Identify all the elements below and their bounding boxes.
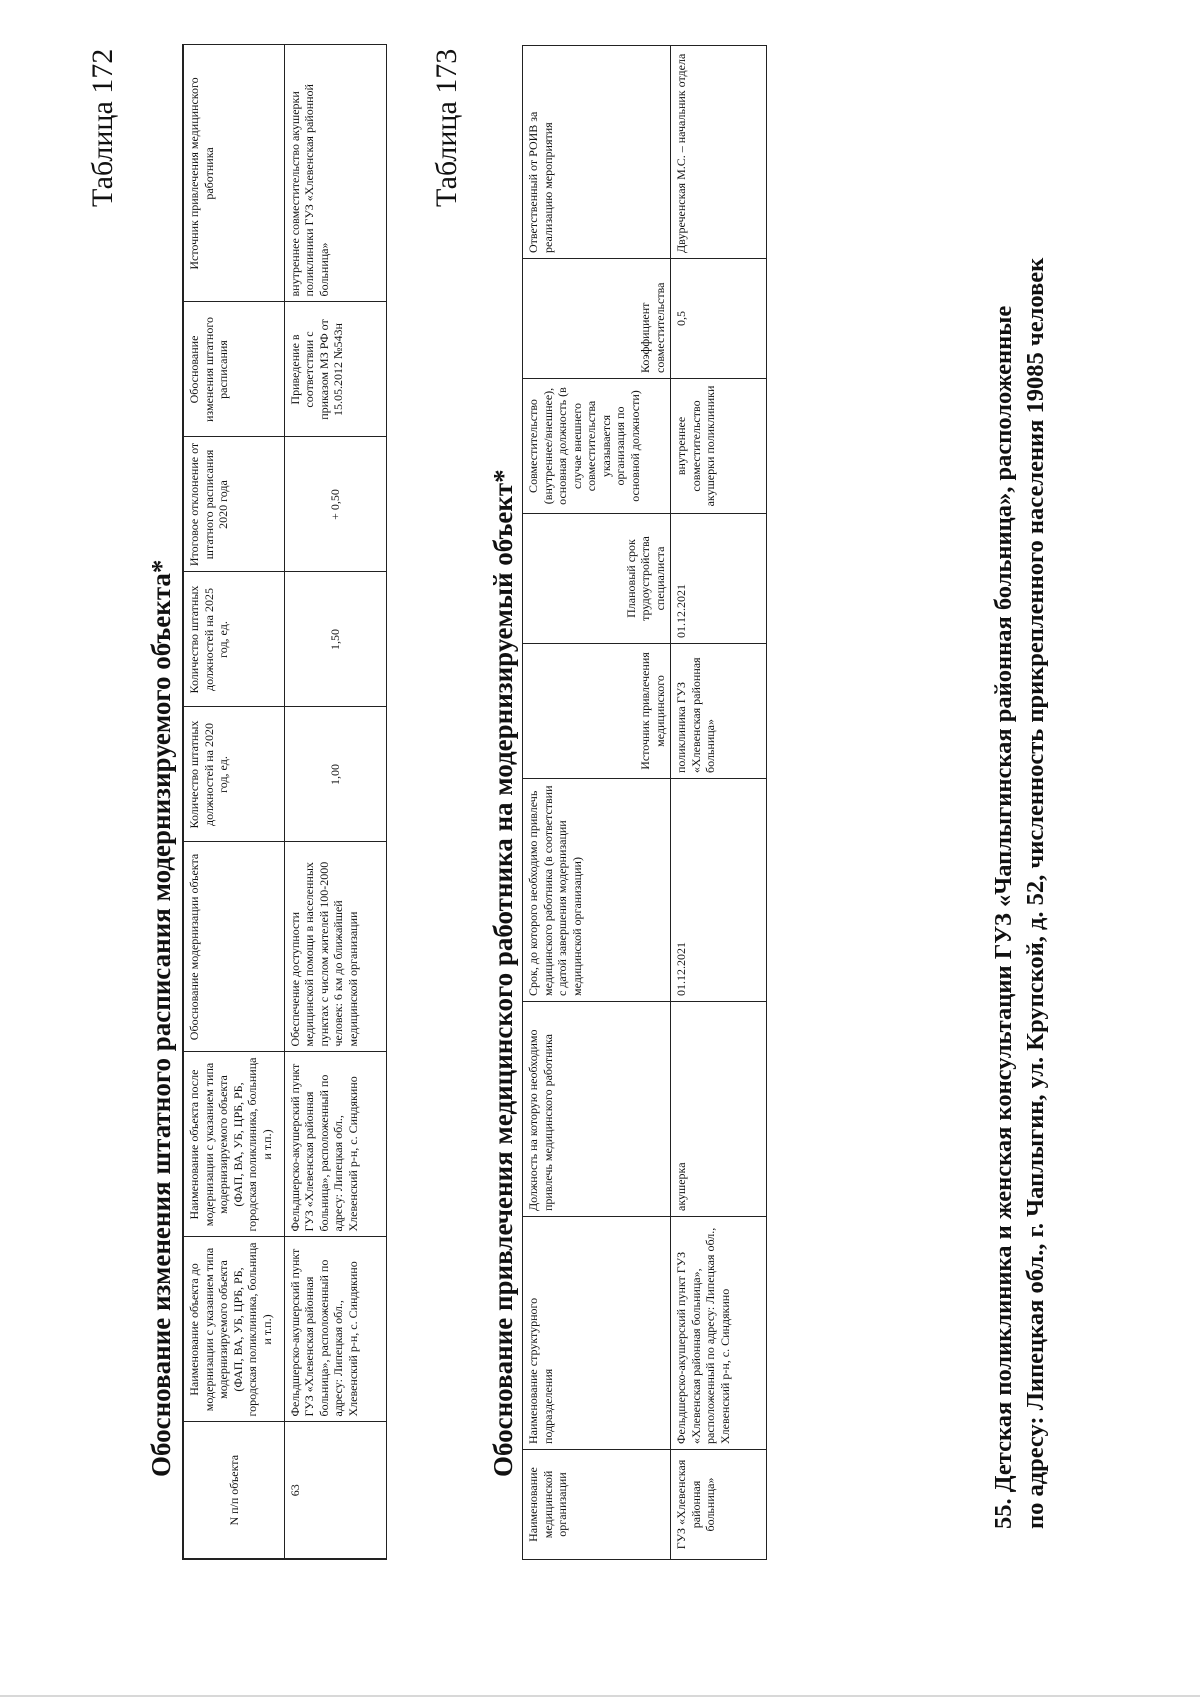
table-172-header-row <box>183 45 284 1559</box>
header-cell: Ответственный от РОИВ за реализацию мероприятия <box>523 46 671 259</box>
header-cell: Совместительство (внутреннее/внешнее), основная должность (в случае внешнего совместительства указывается организация по основной должности) <box>523 379 671 514</box>
table-cell: + 0,50 <box>284 437 386 572</box>
table-cell: 1,50 <box>284 572 386 707</box>
table-cell: ГУЗ «Хлевенская районная больница» <box>671 1450 767 1560</box>
table-173 <box>522 45 767 1560</box>
header-cell: Обоснование модернизации объекта <box>183 842 284 1052</box>
header-cell: Срок, до которого необходимо привлечь медицинского работника (в соответствии с датой завершения модернизации медицинской организации) <box>523 779 671 1002</box>
section-55-line-2: по адресу: Липецкая обл., г. Чаплыгин, ул. Крупской, д. 52, численность прикрепленного населения 19085 человек <box>1022 257 1049 1529</box>
table-cell: 01.12.2021 <box>671 779 767 1002</box>
table-173-header-row <box>523 46 671 1560</box>
header-cell: Коэффициент совместительства <box>523 259 671 379</box>
header-cell: Источник привлечения медицинского <box>523 644 671 779</box>
header-cell: Наименование структурного подразделения <box>523 1217 671 1450</box>
table-172-label: Таблица 172 <box>86 48 119 207</box>
table-cell: 1,00 <box>284 707 386 842</box>
table-cell: акушерка <box>671 1002 767 1217</box>
table-cell: Двуреченская М.С. – начальник отдела <box>671 46 767 259</box>
header-cell: Количество штатных должностей на 2020 год, ед. <box>183 707 284 842</box>
table-row <box>284 45 386 1559</box>
header-cell: Должность на которую необходимо привлечь медицинского работника <box>523 1002 671 1217</box>
table-cell: Фельдшерско-акушерский пункт ГУЗ «Хлевенская районная больница», расположенный по адресу: Липецкая обл., Хлевенский р-н, с. Синдякино <box>284 1237 386 1422</box>
header-cell: Плановый срок трудоустройства специалиста <box>523 514 671 644</box>
table-172 <box>182 45 387 1561</box>
table-cell: Обеспечение доступности медицинской помощи в населенных пунктах с числом жителей 100-2000 человек: 6 км до ближайшей медицинской организации <box>284 842 386 1052</box>
table-cell: Приведение в соответствии с приказом МЗ РФ от 15.05.2012 №543н <box>284 302 386 437</box>
table-cell: внутреннее совместительство акушерки поликлиники ГУЗ «Хлевенская районной больница» <box>284 45 386 302</box>
table-cell: Фельдшерско-акушерский пункт ГУЗ «Хлевенская районная больница», расположенный по адресу: Липецкая обл., Хлевенский р-н, с. Синдякино <box>671 1217 767 1450</box>
table-cell: Фельдшерско-акушерский пункт ГУЗ «Хлевенская районная больница», расположенный по адресу: Липецкая обл., Хлевенский р-н, с. Синдякино <box>284 1052 386 1237</box>
table-172-heading: Обоснование изменения штатного расписания модернизируемого объекта* <box>146 559 176 1477</box>
header-cell: Обоснование изменения штатного расписания <box>183 302 284 437</box>
table-cell: 0,5 <box>671 259 767 379</box>
header-cell: N п/п объекта <box>183 1422 284 1559</box>
table-row <box>671 46 767 1560</box>
table-cell: 63 <box>284 1422 386 1559</box>
header-cell: Наименование медицинской организации <box>523 1450 671 1560</box>
header-cell: Наименование объекта после модернизации с указанием типа модернизируемого объекта (ФАП, ВА, УБ, ЦРБ, РБ, городская поликлиника, больница и т.п.) <box>183 1052 284 1237</box>
header-cell: Итоговое отклонение от штатного расписания 2020 года <box>183 437 284 572</box>
section-55-line-1: 55. Детская поликлиника и женская консультации ГУЗ «Чаплыгинская районная больница», расположенные <box>990 305 1017 1529</box>
table-173-heading: Обоснование привлечения медицинского работника на модернизируемый объект* <box>488 469 518 1477</box>
table-cell: внутреннее совместительство акушерки поликлиники <box>671 379 767 514</box>
table-173-label: Таблица 173 <box>430 48 463 207</box>
table-cell: поликлиника ГУЗ «Хлевенская районная больница» <box>671 644 767 779</box>
header-cell: Источник привлечения медицинского работника <box>183 45 284 302</box>
table-cell: 01.12.2021 <box>671 514 767 644</box>
header-cell: Количество штатных должностей на 2025 год, ед. <box>183 572 284 707</box>
header-cell: Наименование объекта до модернизации с указанием типа модернизируемого объекта (ФАП, ВА, УБ, ЦРБ, РБ, городская поликлиника, больница и т.п.) <box>183 1237 284 1422</box>
